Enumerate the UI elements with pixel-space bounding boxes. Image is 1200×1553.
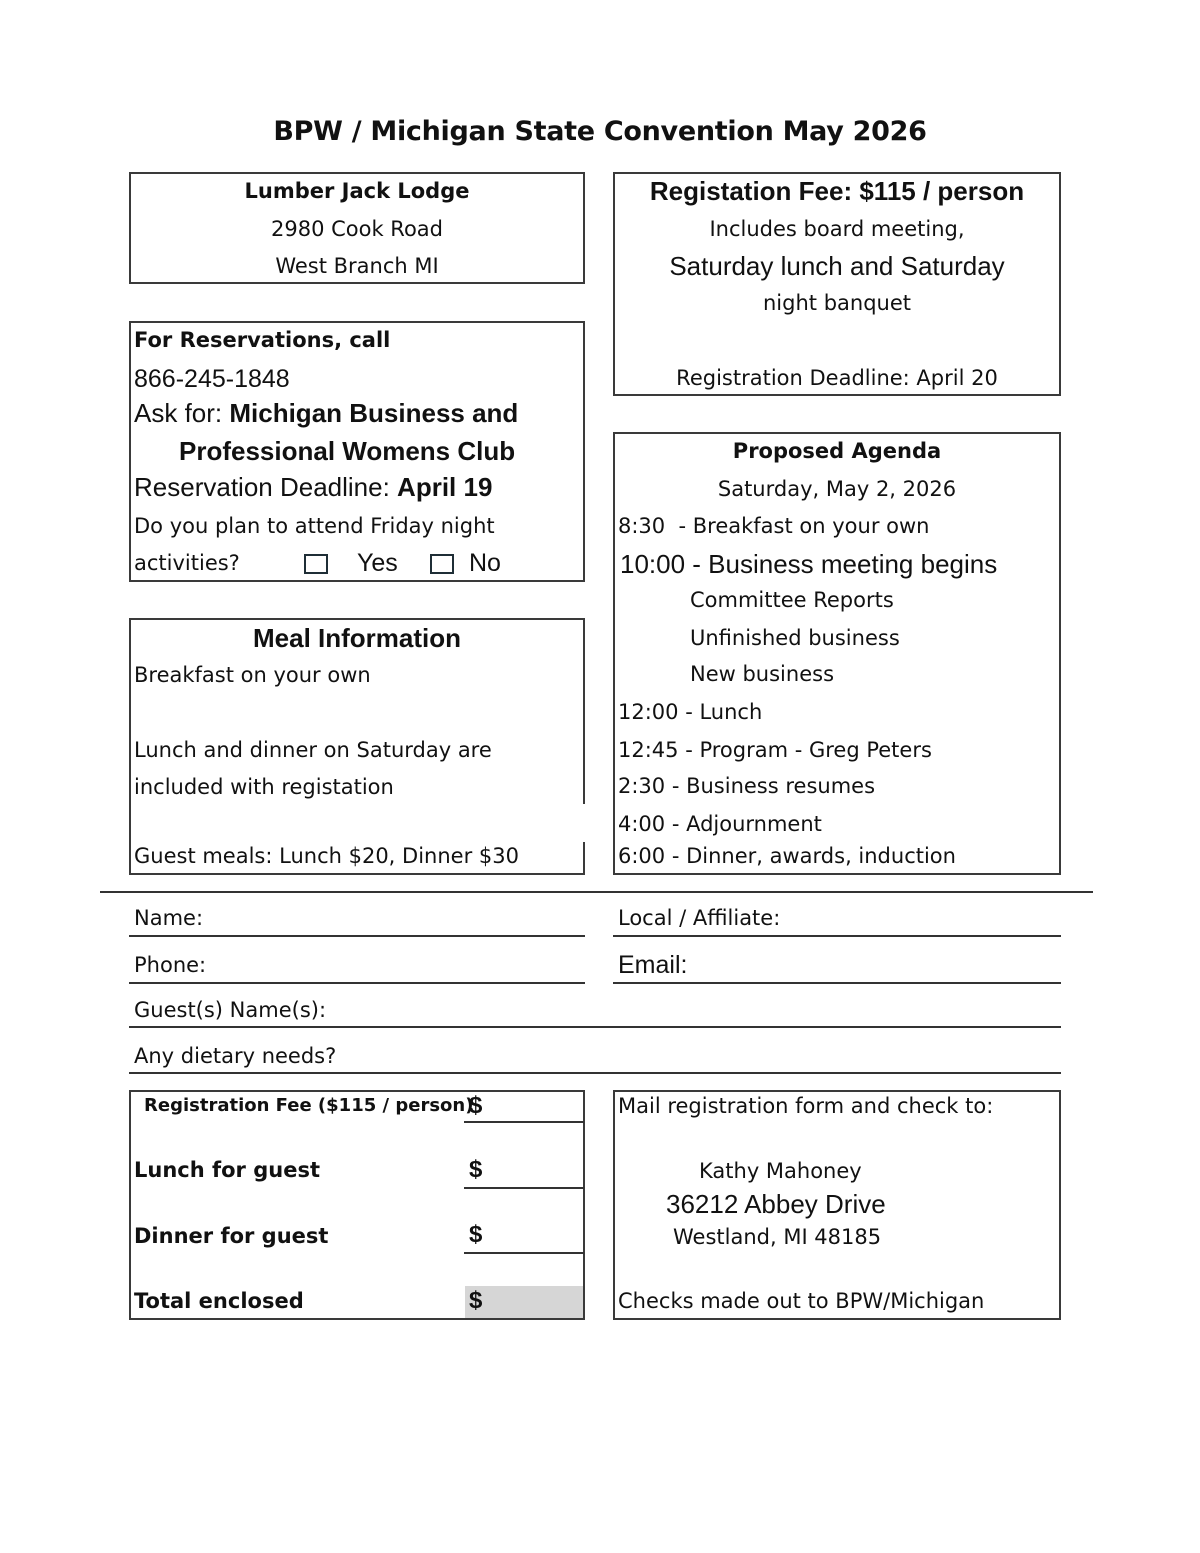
registration-deadline: Registration Deadline: April 20 [676, 366, 998, 390]
email-label: Email: [618, 951, 688, 979]
agenda-item: 10:00 - Business meeting begins [620, 549, 998, 579]
agenda-item: 6:00 - Dinner, awards, induction [618, 844, 956, 868]
payment-currency: $ [469, 1092, 483, 1119]
registration-includes-2: Saturday lunch and Saturday [669, 251, 1005, 281]
section-divider [100, 891, 1093, 893]
payment-currency[interactable]: $ [469, 1287, 483, 1314]
no-label: No [469, 549, 501, 577]
agenda-item: New business [690, 662, 835, 686]
meal-info-line-1: Breakfast on your own [134, 663, 371, 687]
reservation-deadline-label: Reservation Deadline: [134, 472, 398, 502]
affiliate-field[interactable] [613, 935, 1061, 937]
phone-label: Phone: [134, 953, 207, 977]
payment-currency: $ [469, 1221, 483, 1248]
venue-address-1: 2980 Cook Road [270, 217, 443, 241]
mail-city: Westland, MI 48185 [673, 1225, 882, 1249]
registration-includes-1: Includes board meeting, [709, 217, 965, 241]
payment-label-registration: Registration Fee ($115 / person) [144, 1095, 474, 1116]
guests-field[interactable] [129, 1026, 1061, 1028]
friday-question-1: Do you plan to attend Friday night [134, 514, 495, 538]
guests-label: Guest(s) Name(s): [134, 998, 327, 1022]
mail-heading: Mail registration form and check to: [618, 1094, 994, 1118]
ask-for-value-1: Michigan Business and [229, 398, 519, 428]
agenda-item: 12:45 - Program - Greg Peters [618, 738, 932, 762]
agenda-item: 4:00 - Adjournment [618, 812, 822, 836]
registration-amount-field[interactable] [464, 1121, 584, 1123]
friday-question-2: activities? [134, 551, 240, 575]
name-field[interactable] [129, 935, 585, 937]
ask-for-value-2: Professional Womens Club [179, 436, 516, 466]
payment-label-lunch: Lunch for guest [134, 1158, 320, 1182]
yes-checkbox[interactable] [304, 554, 328, 574]
email-field[interactable] [613, 982, 1061, 984]
dietary-label: Any dietary needs? [134, 1044, 337, 1068]
yes-label: Yes [357, 549, 398, 577]
name-label: Name: [134, 906, 204, 930]
phone-field[interactable] [129, 982, 585, 984]
agenda-item: Unfinished business [690, 626, 900, 650]
meal-info-heading: Meal Information [252, 623, 461, 653]
payment-label-total: Total enclosed [134, 1289, 304, 1313]
agenda-item: 8:30 - Breakfast on your own [618, 514, 930, 538]
agenda-heading: Proposed Agenda [732, 439, 942, 463]
registration-includes-3: night banquet [763, 291, 911, 315]
reservation-deadline-line [134, 474, 492, 500]
reservation-deadline-value: April 19 [397, 472, 493, 502]
mail-street: 36212 Abbey Drive [666, 1189, 886, 1219]
agenda-item: 12:00 - Lunch [618, 700, 763, 724]
checks-note: Checks made out to BPW/Michigan [618, 1289, 985, 1313]
affiliate-label: Local / Affiliate: [618, 906, 781, 930]
reservations-phone: 866-245-1848 [134, 365, 290, 393]
agenda-item: Committee Reports [690, 588, 894, 612]
dietary-field[interactable] [129, 1072, 1061, 1074]
payment-label-dinner: Dinner for guest [134, 1224, 329, 1248]
registration-fee-heading: Registation Fee: $115 / person [649, 176, 1025, 206]
reservations-heading: For Reservations, call [134, 328, 391, 352]
payment-box [129, 1090, 585, 1320]
mail-name: Kathy Mahoney [699, 1159, 862, 1183]
meal-info-line-3: included with registation [134, 775, 394, 799]
page-title: BPW / Michigan State Convention May 2026 [273, 116, 927, 147]
ask-for-line [134, 400, 518, 426]
payment-currency: $ [469, 1156, 483, 1183]
venue-address-2: West Branch MI [275, 254, 439, 278]
agenda-item: 2:30 - Business resumes [618, 774, 876, 798]
no-checkbox[interactable] [430, 554, 454, 574]
dinner-amount-field[interactable] [464, 1252, 584, 1254]
agenda-date: Saturday, May 2, 2026 [717, 477, 957, 501]
venue-name: Lumber Jack Lodge [244, 179, 470, 203]
meal-info-line-4: Guest meals: Lunch $20, Dinner $30 [134, 844, 519, 868]
lunch-amount-field[interactable] [464, 1187, 584, 1189]
ask-for-label: Ask for: [134, 398, 230, 428]
meal-info-line-2: Lunch and dinner on Saturday are [134, 738, 492, 762]
